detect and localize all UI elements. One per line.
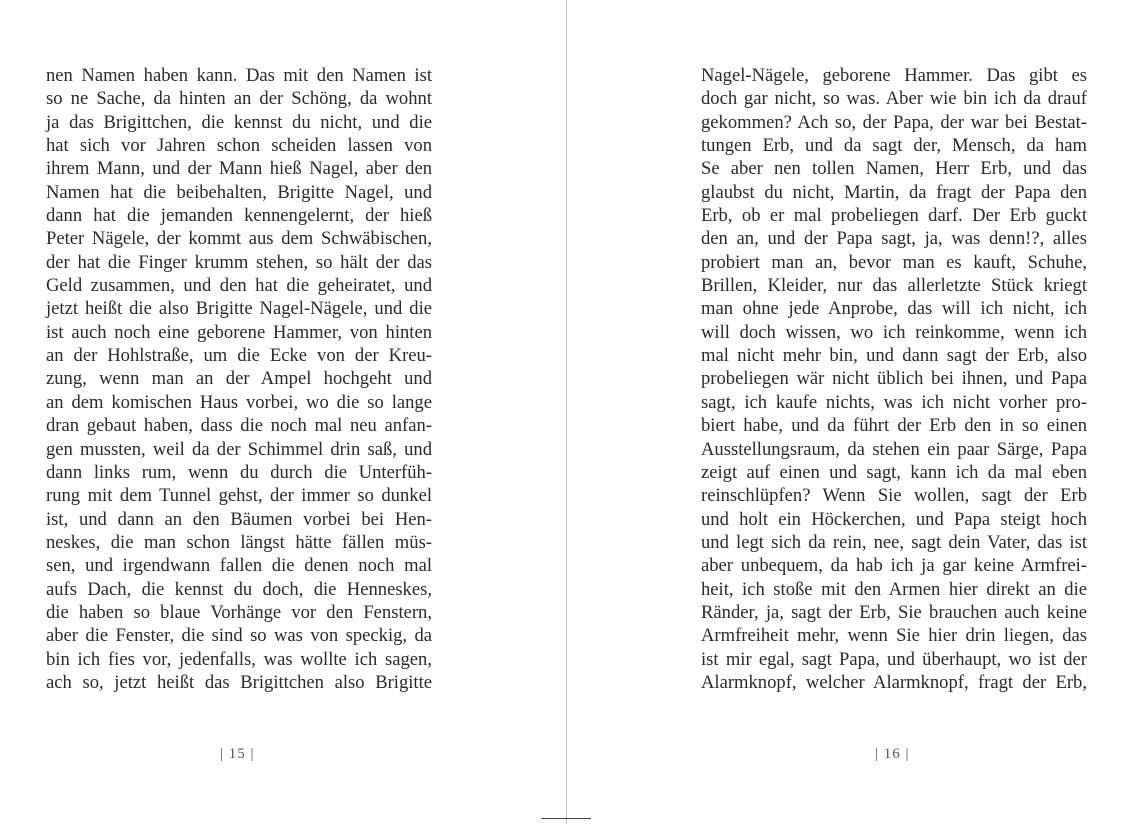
text-line: hat sich vor Jahren schon scheiden lassen von bbox=[46, 135, 432, 157]
left-page bbox=[0, 0, 566, 824]
right-page-text bbox=[701, 64, 1087, 694]
text-line: nen Namen haben kann. Das mit den Namen ist bbox=[46, 65, 432, 86]
text-line: zung, wenn man an der Ampel hochgeht und bbox=[46, 368, 432, 390]
text-line: aber unbequem, da hab ich ja gar keine Armfrei- bbox=[701, 555, 1087, 577]
page-number-right: | 16 | bbox=[875, 746, 910, 762]
text-line: die haben so blaue Vorhänge vor den Fenstern, bbox=[46, 601, 432, 623]
text-line: bin ich fies vor, jedenfalls, was wollte ich sagen, bbox=[46, 648, 432, 670]
text-line: Erb, ob er mal probeliegen darf. Der Erb guckt bbox=[701, 205, 1087, 227]
text-line: neskes, die man schon längst hätte fällen müs- bbox=[46, 531, 432, 553]
text-line: gen mussten, weil da der Schimmel drin saß, und bbox=[46, 438, 432, 460]
text-line: rung mit dem Tunnel gehst, der immer so dunkel bbox=[46, 485, 432, 507]
text-line: biert habe, und da führt der Erb den in so einen bbox=[701, 415, 1087, 437]
right-page bbox=[567, 0, 1145, 824]
text-line: an der Hohlstraße, um die Ecke von der Kreu- bbox=[46, 345, 432, 367]
text-line: ihrem Mann, und der Mann hieß Nagel, aber den bbox=[46, 158, 432, 180]
text-line: sen, und irgendwann fallen die denen noch mal bbox=[46, 555, 432, 577]
text-line: Armfreiheit mehr, wenn Sie hier drin liegen, das bbox=[701, 625, 1087, 647]
text-line: Ränder, ja, sagt der Erb, Sie brauchen auch keine bbox=[701, 601, 1087, 623]
text-line: jetzt heißt die also Brigitte Nagel-Nägele, und die bbox=[46, 298, 432, 320]
text-line: der hat die Finger krumm stehen, so hält der das bbox=[46, 251, 432, 273]
text-line: Brillen, Kleider, nur das allerletzte Stück kriegt bbox=[701, 275, 1087, 297]
text-line: ist, und dann an den Bäumen vorbei bei Hen- bbox=[46, 508, 432, 530]
text-line: den an, und der Papa sagt, ja, was denn!?, alles bbox=[701, 228, 1087, 250]
text-line: Ausstellungsraum, da stehen ein paar Särge, Papa bbox=[701, 438, 1087, 460]
text-line: Alarmknopf, welcher Alarmknopf, fragt der Erb, bbox=[701, 671, 1087, 693]
text-line: heit, ich stoße mit den Armen hier direkt an die bbox=[701, 578, 1087, 600]
text-line: sagt, ich kaufe nichts, was ich nicht vorher pro- bbox=[701, 391, 1087, 413]
text-line: ist mir egal, sagt Papa, und überhaupt, wo ist der bbox=[701, 648, 1087, 670]
text-line: reinschlüpfen? Wenn Sie wollen, sagt der Erb bbox=[701, 485, 1087, 507]
text-line: an dem komischen Haus vorbei, wo die so lange bbox=[46, 391, 432, 413]
text-line: aufs Dach, die kennst du doch, die Henneskes, bbox=[46, 578, 432, 600]
text-line: ist auch noch eine geborene Hammer, von hinten bbox=[46, 321, 432, 343]
text-line: dran gebaut haben, dass die noch mal neu anfan- bbox=[46, 415, 432, 437]
text-line: Se aber nen tollen Namen, Herr Erb, und das bbox=[701, 158, 1087, 180]
text-line: probiert man an, bevor man es kauft, Schuhe, bbox=[701, 251, 1087, 273]
left-page-text bbox=[46, 64, 432, 694]
text-line: zeigt auf einen und sagt, kann ich da mal eben bbox=[701, 461, 1087, 483]
text-line: Namen hat die beibehalten, Brigitte Nagel, und bbox=[46, 181, 432, 203]
page-number-left: | 15 | bbox=[220, 746, 255, 762]
text-line: mal nicht mehr bin, und dann sagt der Erb, also bbox=[701, 345, 1087, 367]
text-line: aber die Fenster, die sind so was von speckig, da bbox=[46, 625, 432, 647]
text-line: glaubst du nicht, Martin, da fragt der Papa den bbox=[701, 181, 1087, 203]
text-line: doch gar nicht, so was. Aber wie bin ich da drauf bbox=[701, 88, 1087, 110]
text-line: will doch wissen, wo ich reinkomme, wenn ich bbox=[701, 321, 1087, 343]
text-line: Nagel-Nägele, geborene Hammer. Das gibt es bbox=[701, 65, 1087, 86]
text-line: gekommen? Ach so, der Papa, der war bei Bestat- bbox=[701, 111, 1087, 133]
text-line: dann hat die jemanden kennengelernt, der hieß bbox=[46, 205, 432, 227]
text-line: ja das Brigittchen, die kennst du nicht, und die bbox=[46, 111, 432, 133]
text-line: und holt ein Höckerchen, und Papa steigt hoch bbox=[701, 508, 1087, 530]
text-line: Geld zusammen, und den hat die geheiratet, und bbox=[46, 275, 432, 297]
text-line: probeliegen wär nicht üblich bei ihnen, und Papa bbox=[701, 368, 1087, 390]
text-line: tungen Erb, und da sagt der, Mensch, da ham bbox=[701, 135, 1087, 157]
text-line: man ohne jede Anprobe, das will ich nicht, ich bbox=[701, 298, 1087, 320]
text-line: dann links rum, wenn du durch die Unterfüh- bbox=[46, 461, 432, 483]
text-line: und legt sich da rein, nee, sagt dein Vater, das ist bbox=[701, 531, 1087, 553]
text-line: Peter Nägele, der kommt aus dem Schwäbischen, bbox=[46, 228, 432, 250]
text-line: ach so, jetzt heißt das Brigittchen also Brigitte bbox=[46, 671, 432, 693]
text-line: so ne Sache, da hinten an der Schöng, da wohnt bbox=[46, 88, 432, 110]
